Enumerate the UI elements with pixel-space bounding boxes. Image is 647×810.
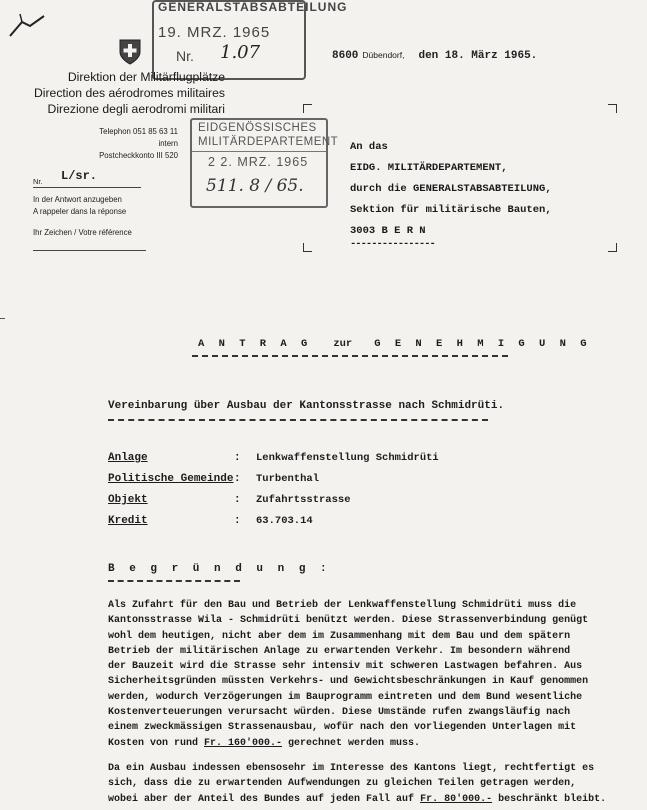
swiss-cross-emblem-icon <box>118 38 142 66</box>
nr-label: Nr. <box>33 177 43 186</box>
address-line: Sektion für militärische Bauten, <box>350 204 552 216</box>
contact-postcheck: Postcheckkonto III 520 <box>99 151 178 160</box>
paragraph-1 <box>108 598 633 751</box>
address-corner-mark <box>608 104 617 113</box>
postcode: 8600 <box>332 50 359 62</box>
stamp-emd-date: 2 2. MRZ. 1965 <box>208 155 309 169</box>
info-label-kredit: Kredit <box>108 515 148 527</box>
stamp-emd-line1: EIDGENÖSSISCHES <box>198 122 317 134</box>
recipient-address <box>350 137 552 255</box>
text-run: gerechnet werden muss. <box>282 737 421 749</box>
letter-date: den 18. März 1965. <box>418 50 538 62</box>
nr-rule <box>33 187 141 188</box>
text-run: beschränkt bleibt. <box>492 793 607 805</box>
stamp-gsa-handwritten: 1.07 <box>220 42 261 63</box>
title-word-antrag: A N T R A G <box>198 338 312 350</box>
title-underline <box>192 355 508 357</box>
section-heading-begruendung: B e g r ü n d u n g : <box>108 563 331 575</box>
stamp-militaerdepartement <box>190 118 339 208</box>
address-corner-mark <box>303 104 312 113</box>
paragraph-2 <box>108 761 633 807</box>
address-underline: ---------------- <box>350 238 435 250</box>
paragraph-line: der Bauzeit wird die Strasse sehr intensiv mit schweren Lastwagen befahren. Aus <box>108 661 583 673</box>
stamp-emd-separator <box>192 151 326 152</box>
address-line: EIDG. MILITÄRDEPARTEMENT, <box>350 162 508 174</box>
paragraph-line <box>108 736 633 751</box>
info-label-anlage: Anlage <box>108 452 148 464</box>
document-title <box>198 338 591 350</box>
town: Dübendorf, <box>362 50 405 60</box>
paragraph-line: einem zweckmässigen Strassenausbau, wofür nach den vorliegenden Unterlagen mit <box>108 722 577 734</box>
paragraph-line: sich, dass die zu erwartenden Aufwendungen zu gleichen Teilen getragen werden, <box>108 778 577 790</box>
info-colon: : <box>234 515 241 527</box>
info-value-objekt: Zufahrtsstrasse <box>256 494 351 506</box>
address-line: durch die GENERALSTABSABTEILUNG, <box>350 183 552 195</box>
letterhead-directorate <box>32 69 225 117</box>
info-label-objekt: Objekt <box>108 494 148 506</box>
paragraph-line: Sicherheitsgründen müssten Verkehrs- und Gewichtsbeschränkungen in Kauf genommen <box>108 676 589 688</box>
letterhead-line-de: Direktion der Militärflugplätze <box>67 70 225 84</box>
reference-rule <box>33 250 146 251</box>
text-run: Kosten von rund <box>108 737 205 749</box>
stamp-gsa-date: 19. MRZ. 1965 <box>158 24 271 41</box>
reply-hint-de: In der Antwort anzugeben <box>33 195 122 204</box>
address-line: An das <box>350 141 388 153</box>
info-label-gemeinde: Politische Gemeinde <box>108 473 234 485</box>
title-word-zur: zur <box>333 338 353 350</box>
info-value-anlage: Lenkwaffenstellung Schmidrüti <box>256 452 439 464</box>
paragraph-line: wohl dem heutigen, nicht aber dem im Zusammenhang mit dem Bau und dem spätern <box>108 630 571 642</box>
stamp-gsa-nr-label: Nr. <box>176 48 194 64</box>
address-line-city: 3003 B E R N <box>350 225 426 237</box>
info-colon: : <box>234 494 241 506</box>
info-colon: : <box>234 452 241 464</box>
stamp-gsa-title: GENERALSTABSABTEILUNG <box>158 0 348 14</box>
info-colon: : <box>234 473 241 485</box>
fold-mark <box>0 318 5 319</box>
nr-value: L/sr. <box>61 169 98 183</box>
title-word-genehmigung: G E N E H M I G U N G <box>374 338 591 350</box>
paragraph-line: Betrieb der militärischen Anlage zu erwartenden Verkehr. Im besondern während <box>108 645 571 657</box>
contact-telephone: Telephon 051 85 63 11 <box>99 127 178 136</box>
stamp-emd-file-number: 511. 8 / 65. <box>206 176 304 196</box>
subject-line: Vereinbarung über Ausbau der Kantonsstrasse nach Schmidrüti. <box>108 400 505 412</box>
stamp-emd-line2: MILITÄRDEPARTEMENT <box>198 136 339 148</box>
paragraph-line: Kantonsstrasse Wila - Schmidrüti benützt werden. Diese Strassenverbindung genügt <box>108 615 589 627</box>
section-heading-underline <box>108 580 240 582</box>
paragraph-line: Kostenverteuerungen verursacht würden. Diese Umstände rufen zwangsläufig nach <box>108 707 571 719</box>
address-corner-mark <box>303 243 312 252</box>
subject-underline <box>108 419 488 421</box>
reply-hint-fr: A rappeler dans la réponse <box>33 207 127 216</box>
paragraph-line: werden, wodurch Verzögerungen im Bauprogramm eintreten und dem Bund wesentliche <box>108 691 583 703</box>
address-corner-mark <box>608 243 617 252</box>
amount-total: Fr. 160'000.- <box>204 737 283 749</box>
letterhead-line-fr: Direction des aérodromes militaires <box>33 86 225 100</box>
place-date <box>332 50 537 62</box>
letterhead-line-it: Direzione degli aerodromi militari <box>47 102 225 116</box>
reference-label: Ihr Zeichen / Votre référence <box>33 228 132 237</box>
text-run: wobei aber der Anteil des Bundes auf jeden Fall auf <box>108 793 421 805</box>
paragraph-line: Da ein Ausbau indessen ebensosehr im Interesse des Kantons liegt, rechtfertigt es <box>108 763 595 774</box>
paragraph-line <box>108 792 633 807</box>
contact-intern: intern <box>158 139 178 148</box>
amount-federal-share: Fr. 80'000.- <box>420 793 493 805</box>
contact-block <box>70 126 178 162</box>
paragraph-line: Als Zufahrt für den Bau und Betrieb der Lenkwaffenstellung Schmidrüti muss die <box>108 600 577 611</box>
pen-mark-icon <box>8 10 48 40</box>
info-value-gemeinde: Turbenthal <box>256 473 320 485</box>
info-value-kredit: 63.703.14 <box>256 515 313 527</box>
